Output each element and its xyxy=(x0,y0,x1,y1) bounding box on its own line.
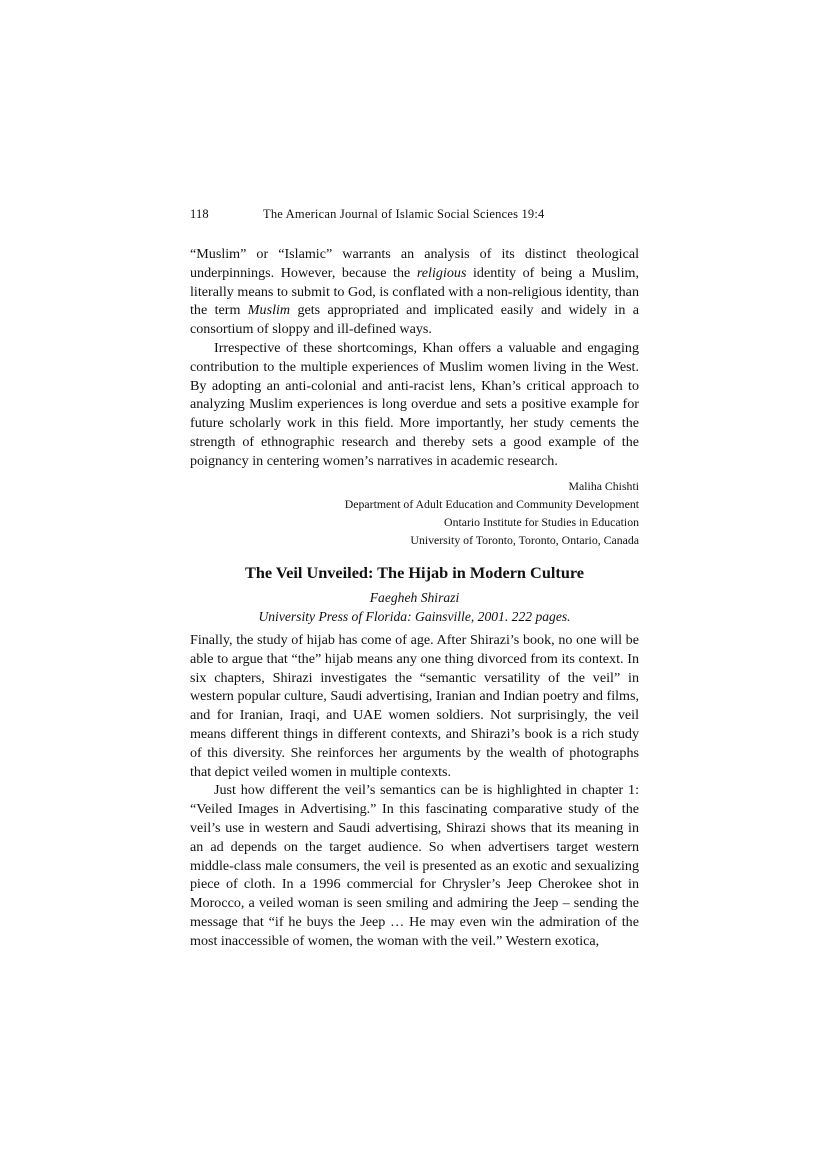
review-2-title: The Veil Unveiled: The Hijab in Modern Culture xyxy=(244,563,585,582)
review-1-body xyxy=(190,245,639,471)
reviewer-affiliation-3: University of Toronto, Toronto, Ontario, Canada xyxy=(410,533,639,547)
journal-title: The American Journal of Islamic Social Sciences 19:4 xyxy=(263,207,545,221)
page-number: 118 xyxy=(190,207,209,221)
book-author: Faegheh Shirazi xyxy=(369,590,460,605)
emphasis-muslim: Muslim xyxy=(247,302,291,319)
review-2-paragraph-1: Finally, the study of hijab has come of age. After Shirazi’s book, no one will be able to argue that “the” hijab means any one thing divorced from its context. In six chapters, Shirazi investigates the “semantic versatility of the veil” in western popular culture, Saudi advertising, Iranian and Indian poetry and films, and for Iranian, Iraqi, and UAE women soldiers. Not surprisingly, the veil means different things in different contexts, and Shirazi’s book is a rich study of this diversity. She reinforces her arguments by the wealth of photographs that depict veiled women in multiple contexts. xyxy=(190,632,639,780)
review-1-paragraph-1: “Muslim” or “Islamic” warrants an analysis of its distinct theological underpinnings. However, because the religious identity of being a Muslim, literally means to submit to God, is conflated with a non-religious identity, than the term Muslim gets appropriated and implicated easily and widely in a consortium of sloppy and ill-defined ways. xyxy=(190,246,639,338)
review-1-paragraph-2: Irrespective of these shortcomings, Khan offers a valuable and engaging contribution to the multiple experiences of Muslim women living in the West. By adopting an anti-colonial and anti-racist lens, Khan’s critical approach to analyzing Muslim experiences is long overdue and sets a positive example for future scholarly work in this field. More importantly, her study cements the strength of ethnographic research and thereby sets a good example of the poignancy in centering women’s narratives in academic research. xyxy=(190,339,639,469)
reviewer-signature xyxy=(190,477,639,549)
book-publisher: University Press of Florida: Gainsville, 2001. 222 pages. xyxy=(258,608,571,624)
emphasis-religious: religious xyxy=(416,264,467,281)
review-2-citation xyxy=(190,589,639,626)
reviewer-affiliation-1: Department of Adult Education and Community Development xyxy=(344,497,639,511)
review-2-body xyxy=(190,631,639,951)
reviewer-name: Maliha Chishti xyxy=(568,479,639,493)
review-2-paragraph-2: Just how different the veil’s semantics can be is highlighted in chapter 1: “Veiled Images in Advertising.” In this fascinating comparative study of the veil’s use in western and Saudi advertising, Shirazi shows that its meaning in an ad depends on the target audience. So when advertisers target western middle-class male consumers, the veil is presented as an exotic and sexualizing piece of cloth. In a 1996 commercial for Chrysler’s Jeep Cherokee shot in Morocco, a veiled woman is seen smiling and admiring the Jeep – sending the message that “if he buys the Jeep … He may even win the admiration of the most inaccessible of women, the woman with the veil.” Western exotica, xyxy=(190,782,639,949)
reviewer-affiliation-2: Ontario Institute for Studies in Education xyxy=(444,515,639,529)
